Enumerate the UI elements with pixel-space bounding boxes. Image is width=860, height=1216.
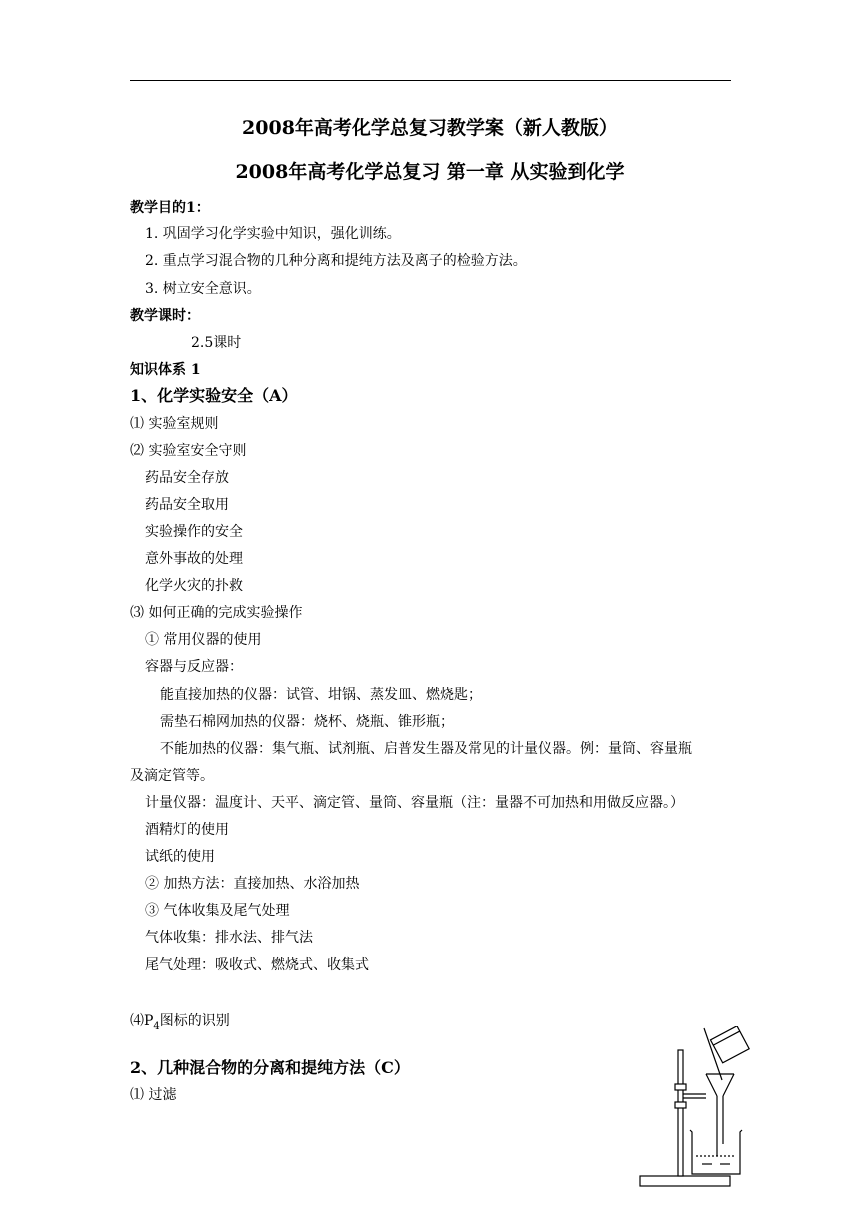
gauze-heat-line: 需垫石棉网加热的仪器：烧杯、烧瓶、锥形瓶； — [160, 714, 454, 730]
subpoint: ③ 气体收集及尾气处理 — [145, 903, 290, 919]
measuring-line: 计量仪器：温度计、天平、滴定管、量筒、容量瓶（注：量器不可加热和用做反应器。） — [145, 795, 684, 811]
section2-point: ⑴ 过滤 — [130, 1087, 177, 1103]
knowledge-label: 知识体系 1 — [130, 362, 201, 378]
safety-item: 药品安全取用 — [145, 497, 229, 513]
chapter-title: 2008年高考化学总复习 第一章 从实验到化学 — [235, 161, 625, 183]
hours-label: 教学课时： — [130, 308, 200, 324]
subpoint: ② 加热方法：直接加热、水浴加热 — [145, 876, 360, 892]
objective-item: 1. 巩固学习化学实验中知识，强化训练。 — [145, 226, 401, 242]
section1-point: ⑶ 如何正确的完成实验操作 — [130, 605, 303, 621]
subpoint: ① 常用仪器的使用 — [145, 632, 262, 648]
safety-item: 意外事故的处理 — [145, 551, 243, 567]
containers-line: 容器与反应器： — [145, 659, 243, 675]
p4-suffix: 图标的识别 — [159, 1013, 230, 1029]
p4-line — [130, 1012, 230, 1036]
header-rule — [130, 80, 731, 81]
hours-value: 2.5课时 — [191, 335, 242, 351]
test-paper-line: 试纸的使用 — [145, 849, 215, 865]
safety-item: 化学火灾的扑救 — [145, 578, 243, 594]
filtration-apparatus-icon — [628, 1026, 758, 1192]
no-heat-line: 不能加热的仪器：集气瓶、试剂瓶、启普发生器及常见的计量仪器。例：量筒、容量瓶 — [160, 741, 692, 757]
safety-item: 药品安全存放 — [145, 470, 229, 486]
section1-heading: 1、化学实验安全（A） — [130, 386, 298, 405]
lamp-line: 酒精灯的使用 — [145, 822, 229, 838]
tail-gas-line: 尾气处理：吸收式、燃烧式、收集式 — [145, 957, 369, 973]
no-heat-line-cont: 及滴定管等。 — [130, 768, 214, 784]
section2-heading: 2、几种混合物的分离和提纯方法（C） — [130, 1058, 410, 1077]
section1-point: ⑵ 实验室安全守则 — [130, 443, 247, 459]
objective-item: 3. 树立安全意识。 — [145, 281, 261, 297]
objectives-label: 教学目的1： — [130, 200, 210, 216]
section1-point: ⑴ 实验室规则 — [130, 416, 219, 432]
page-title: 2008年高考化学总复习教学案（新人教版） — [242, 117, 618, 139]
p4-subscript: 4 — [153, 1020, 160, 1032]
direct-heat-line: 能直接加热的仪器：试管、坩锅、蒸发皿、燃烧匙； — [160, 687, 482, 703]
safety-item: 实验操作的安全 — [145, 524, 243, 540]
objective-item: 2. 重点学习混合物的几种分离和提纯方法及离子的检验方法。 — [145, 253, 527, 269]
p4-prefix: ⑷P — [130, 1013, 154, 1029]
gas-collect-line: 气体收集：排水法、排气法 — [145, 930, 313, 946]
